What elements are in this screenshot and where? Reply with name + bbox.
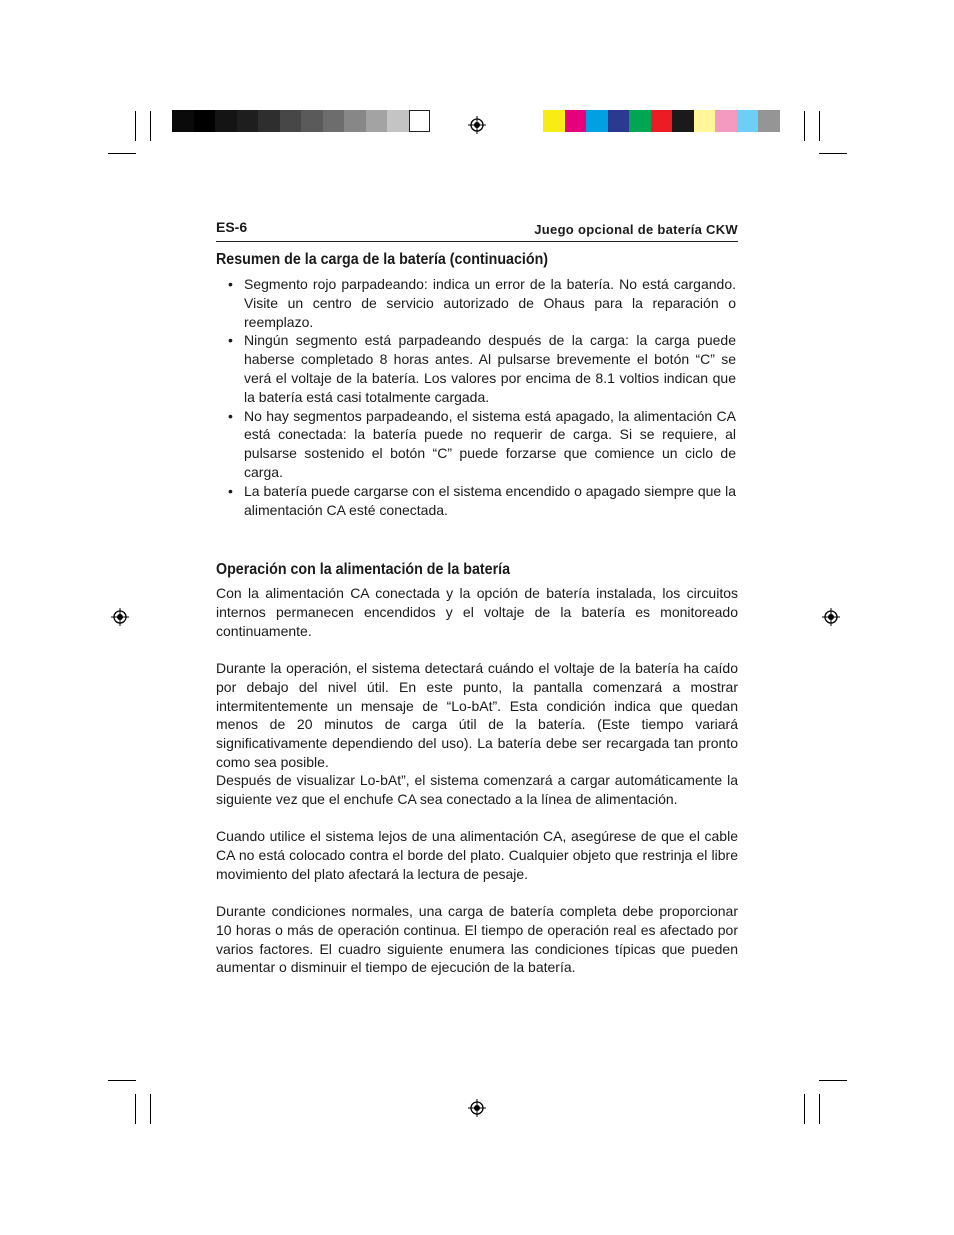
crop-mark (150, 1094, 151, 1124)
color-swatch (301, 110, 323, 132)
color-swatch (651, 110, 673, 132)
registration-crosshair-icon (468, 1099, 486, 1117)
crop-mark (108, 1080, 136, 1081)
crop-mark (804, 111, 805, 141)
color-swatch (237, 110, 259, 132)
list-item: • La batería puede cargarse con el sistema encendido o apagado siempre que la alimentación CA esté conectada. (228, 482, 736, 518)
crop-mark (135, 1094, 136, 1124)
bullet-icon: • (228, 276, 233, 292)
running-header (216, 219, 738, 242)
list-item: • Ningún segmento está parpadeando después de la carga: la carga puede haberse completado 8 horas antes. Al pulsarse brevemente el botón “C” se verá el voltaje de la batería. Los valores por encima de 8.1 voltios indican que la batería está casi totalmente cargada. (228, 332, 736, 405)
color-swatch (323, 110, 345, 132)
crop-mark (819, 1080, 847, 1081)
color-swatch (344, 110, 366, 132)
color-swatch (172, 110, 194, 132)
list-item: • Segmento rojo parpadeando: indica un error de la batería. No está cargando. Visite un centro de servicio autorizado de Ohaus para la reparación o reemplazo. (228, 276, 736, 330)
page-number: ES-6 (216, 219, 248, 235)
color-swatch (629, 110, 651, 132)
registration-crosshair-icon (111, 608, 129, 626)
paragraph: Con la alimentación CA conectada y la opción de batería instalada, los circuitos internos permanecen encendidos y el voltaje de la batería es monitoreado continuamente. (216, 585, 738, 639)
crop-mark (819, 153, 847, 154)
crop-mark (150, 111, 151, 141)
color-swatch (409, 110, 431, 132)
registration-crosshair-icon (822, 608, 840, 626)
section-heading-battery-operation: Operación con la alimentación de la batería (216, 561, 511, 578)
color-swatch (608, 110, 630, 132)
crop-mark (804, 1094, 805, 1124)
color-swatch (280, 110, 302, 132)
crop-mark (819, 1094, 820, 1124)
crop-mark (819, 111, 820, 141)
color-swatch (715, 110, 737, 132)
running-title: Juego opcional de batería CKW (534, 222, 738, 237)
color-swatch (672, 110, 694, 132)
color-swatch (258, 110, 280, 132)
section-heading-charge-summary: Resumen de la carga de la batería (continuación) (216, 251, 549, 268)
list-item: • No hay segmentos parpadeando, el sistema está apagado, la alimentación CA está conectada: la batería puede no requerir de carga. Si se requiere, al pulsarse sostenido el botón “C” puede forzarse que comience un ciclo de carga. (228, 407, 736, 480)
color-swatch (194, 110, 216, 132)
paragraph: Después de visualizar Lo-bAt”, el sistema comenzará a cargar automáticamente la siguiente vez que el enchufe CA sea conectado a la línea de alimentación. (216, 772, 738, 807)
bullet-list (228, 275, 736, 519)
crop-mark (135, 111, 136, 141)
grayscale-calibration-strip (172, 110, 430, 132)
bullet-icon: • (228, 332, 233, 349)
crop-mark (108, 153, 136, 154)
color-swatch (387, 110, 409, 132)
color-swatch (543, 110, 565, 132)
paragraph: Cuando utilice el sistema lejos de una alimentación CA, asegúrese de que el cable CA no está colocado contra el borde del plato. Cualquier objeto que restrinja el libre movimiento del plato afectará la lectura de pesaje. (216, 828, 738, 882)
color-calibration-strip (543, 110, 780, 132)
color-swatch (565, 110, 587, 132)
color-swatch (694, 110, 716, 132)
color-swatch (366, 110, 388, 132)
color-swatch (586, 110, 608, 132)
registration-crosshair-icon (468, 116, 486, 134)
color-swatch (758, 110, 780, 132)
color-swatch (215, 110, 237, 132)
paragraph: Durante condiciones normales, una carga de batería completa debe proporcionar 10 horas o más de operación continua. El tiempo de operación real es afectado por varios factores. El cuadro siguiente enumera las condiciones típicas que pueden aumentar o disminuir el tiempo de ejecución de la batería. (216, 903, 738, 976)
color-swatch (737, 110, 759, 132)
bullet-icon: • (228, 407, 233, 424)
paragraph: Durante la operación, el sistema detectará cuándo el voltaje de la batería ha caído por debajo del nivel útil. En este punto, la pantalla comenzará a mostrar intermitentemente un mensaje de “Lo-bAt”. Esta condición indica que quedan menos de 20 minutos de carga útil de la batería. (Este tiempo variará significativamente dependiendo del uso). La batería debe ser recargada tan pronto como sea posible. (216, 660, 738, 770)
bullet-icon: • (228, 482, 233, 499)
